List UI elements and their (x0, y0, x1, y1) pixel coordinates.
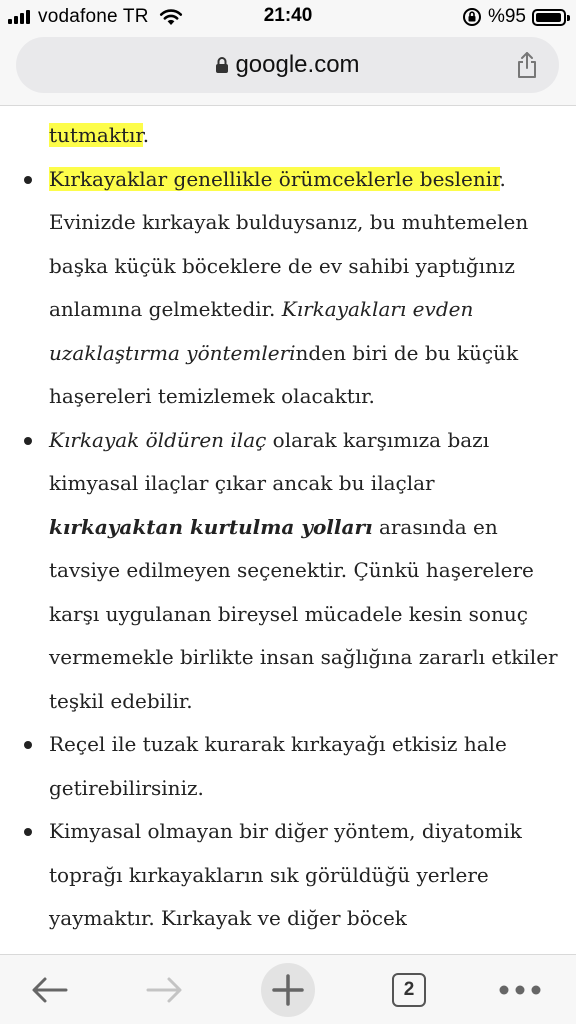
status-right (462, 6, 566, 28)
paragraph-text: olarak karşımıza bazı kimyasal ilaçlar çıkar ancak bu ilaçlar (49, 427, 490, 495)
back-arrow-icon (30, 975, 70, 1005)
rotation-lock-icon (462, 7, 482, 27)
paragraph-text: nden biri de bu küçük haşereleri temizlemek olacaktır. (49, 340, 519, 408)
paragraph-text: arasında en tavsiye edilmeyen seçenektir. Çünkü haşerelere karşı uygulanan bireysel mücadele kesin sonuç vermemekle birlikte insan sağlığına zararlı etkiler teşkil edebilir. (49, 514, 558, 713)
tab-count: 2 (403, 979, 415, 1000)
wifi-icon (159, 8, 183, 26)
back-button[interactable] (18, 955, 82, 1024)
tab-switcher-button[interactable] (384, 955, 434, 1024)
paragraph-text: Kimyasal olmayan bir diğer yöntem, diyatomik toprağı kırkayakların sık görüldüğü yerlere yaymaktır. Kırkayak ve diğer böcek (49, 819, 522, 930)
tabs-icon (392, 973, 426, 1007)
forward-button[interactable] (132, 955, 196, 1024)
battery-icon (532, 9, 566, 26)
url-text: google.com (235, 51, 360, 78)
address-bar-area (0, 34, 576, 106)
paragraph-text: Reçel ile tuzak kurarak kırkayağı etkisiz hale getirebilirsiniz. (49, 732, 507, 800)
new-tab-plus-icon (271, 973, 305, 1007)
article-body (0, 114, 576, 941)
web-content[interactable] (0, 106, 576, 954)
status-left (8, 6, 183, 28)
forward-arrow-icon (144, 975, 184, 1005)
url-display[interactable] (16, 37, 559, 93)
signal-icon (8, 10, 30, 24)
highlighted-text: Kırkayaklar genellikle örümceklerle beslenir (49, 166, 500, 191)
more-icon (498, 984, 542, 996)
more-button[interactable] (488, 955, 552, 1024)
list-item (0, 158, 576, 419)
paragraph-text: . (142, 123, 150, 147)
partial-paragraph (0, 114, 576, 158)
carrier-name: vodafone TR (38, 6, 149, 27)
address-bar[interactable] (16, 37, 559, 93)
status-bar (0, 0, 576, 34)
list-item (0, 419, 576, 724)
list-item (0, 723, 576, 810)
highlighted-text: tutmaktır (49, 123, 143, 147)
italic-text: Kırkayakları evden uzaklaştırma yöntemleri (49, 297, 474, 365)
padlock-icon (215, 56, 229, 74)
paragraph-text: . Evinizde kırkayak bulduysanız, bu muhtemelen başka küçük böceklere de ev sahibi yaptığınız anlamına gelmektedir. (49, 166, 529, 321)
new-tab-button[interactable] (259, 955, 317, 1024)
battery-percent: %95 (487, 6, 526, 27)
list-item (0, 810, 576, 941)
italic-text: Kırkayak öldüren ilaç (49, 427, 267, 452)
status-time: 21:40 (263, 5, 313, 26)
bold-italic-text: kırkayaktan kurtulma yolları (49, 514, 373, 539)
share-icon[interactable] (515, 51, 539, 79)
new-tab-circle (261, 963, 315, 1017)
bottom-toolbar (0, 954, 576, 1024)
